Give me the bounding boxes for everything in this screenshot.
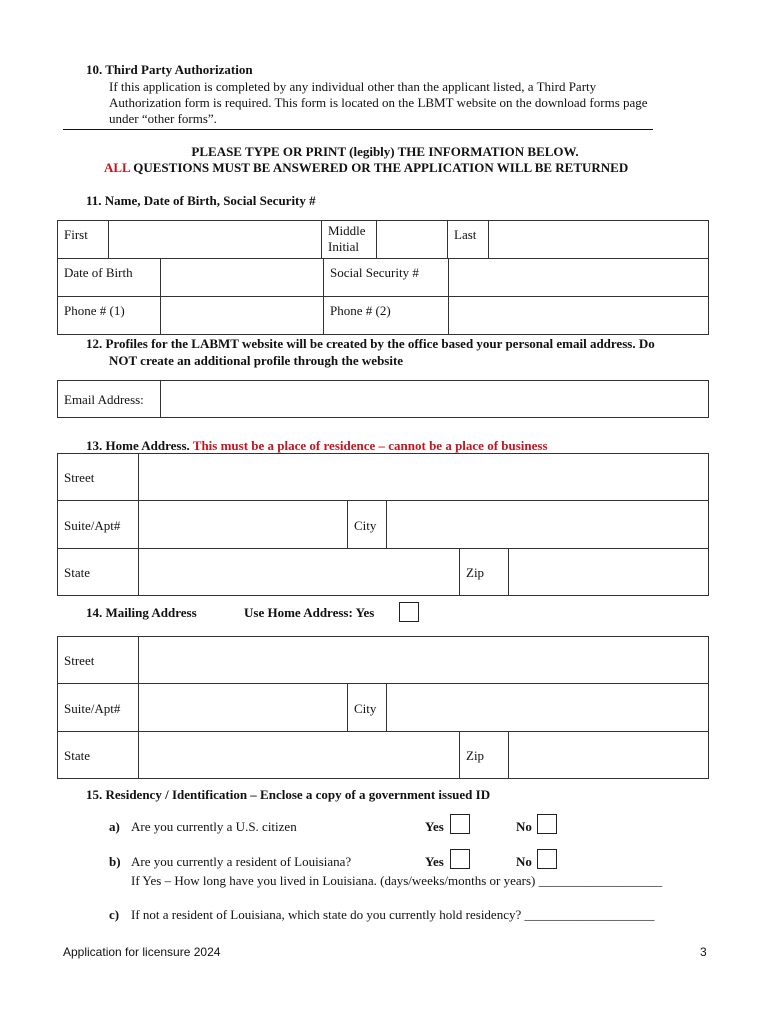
question-b-no-checkbox[interactable]	[537, 849, 557, 869]
home-address-table	[57, 453, 709, 501]
question-b-no-label: No	[516, 854, 532, 869]
mail-state-zip-table	[57, 731, 709, 779]
phone2-field[interactable]	[449, 297, 709, 335]
middle-initial-field[interactable]	[377, 221, 448, 259]
name-dob-ssn-table	[57, 220, 709, 259]
question-a-yes-label: Yes	[425, 819, 444, 834]
section-14-heading: 14. Mailing Address	[86, 605, 197, 620]
question-b-yes-checkbox[interactable]	[450, 849, 470, 869]
home-suite-input[interactable]	[139, 501, 351, 519]
section-13-heading: 13. Home Address.	[86, 438, 190, 453]
question-a-yes-checkbox[interactable]	[450, 814, 470, 834]
use-home-address-label: Use Home Address: Yes	[244, 605, 375, 620]
last-name-field[interactable]	[489, 221, 709, 259]
first-label: First	[64, 227, 88, 242]
last-label-cell	[448, 221, 489, 259]
mail-suite-label: Suite/Apt#	[64, 701, 121, 716]
email-label: Email Address:	[64, 392, 144, 407]
home-city-label-cell	[348, 501, 387, 549]
phone2-label-cell	[324, 297, 449, 335]
phone1-input[interactable]	[161, 297, 327, 315]
email-table	[57, 380, 709, 418]
home-street-field[interactable]	[139, 454, 709, 501]
mail-city-label-cell	[348, 684, 387, 732]
notice-line-2-rest: QUESTIONS MUST BE ANSWERED OR THE APPLICATION WILL BE RETURNED	[130, 160, 629, 175]
mail-zip-field[interactable]	[509, 732, 709, 779]
section-11-heading: 11. Name, Date of Birth, Social Security #	[86, 193, 316, 208]
phone1-label-cell	[58, 297, 161, 335]
middle-label: Middle	[328, 223, 366, 238]
mail-street-input[interactable]	[139, 637, 712, 655]
notice-all-word: ALL	[104, 160, 131, 175]
home-suite-label: Suite/Apt#	[64, 518, 121, 533]
mail-suite-field[interactable]	[139, 684, 348, 732]
middle-initial-input[interactable]	[377, 221, 451, 239]
home-zip-label: Zip	[466, 565, 485, 580]
question-c-letter: c)	[109, 907, 120, 922]
home-city-input[interactable]	[387, 501, 712, 519]
question-a-no-checkbox[interactable]	[537, 814, 557, 834]
mail-street-field[interactable]	[139, 637, 709, 684]
mail-state-label-cell	[58, 732, 139, 779]
mail-state-input[interactable]	[139, 732, 463, 750]
notice-line-2	[104, 160, 628, 176]
dob-field[interactable]	[161, 259, 324, 297]
mail-city-label: City	[354, 701, 377, 716]
notice-line-1: PLEASE TYPE OR PRINT (legibly) THE INFORMATION BELOW.	[191, 144, 579, 159]
dob-label-cell	[58, 259, 161, 297]
phone2-input[interactable]	[449, 297, 712, 315]
section-12-line-1: 12. Profiles for the LABMT website will be created by the office based your personal email address. Do	[86, 336, 655, 351]
home-state-label-cell	[58, 549, 139, 596]
first-name-input[interactable]	[109, 221, 325, 239]
last-label: Last	[454, 227, 477, 242]
section-15-heading: 15. Residency / Identification – Enclose a copy of a government issued ID	[86, 787, 491, 802]
section-10-line-2: Authorization form is required. This form is located on the LBMT website on the download forms page	[109, 95, 648, 110]
question-b-yes-label: Yes	[425, 854, 444, 869]
home-state-field[interactable]	[139, 549, 460, 596]
ssn-label: Social Security #	[330, 265, 419, 280]
mail-city-input[interactable]	[387, 684, 712, 702]
phone2-label: Phone # (2)	[330, 303, 391, 318]
email-label-cell	[58, 381, 161, 418]
home-street-label-cell	[58, 454, 139, 501]
mail-zip-label: Zip	[466, 748, 485, 763]
phone1-field[interactable]	[161, 297, 324, 335]
section-13-heading-line	[86, 438, 548, 454]
home-state-zip-table	[57, 548, 709, 596]
mail-suite-city-table	[57, 683, 709, 732]
question-b-followup: If Yes – How long have you lived in Louisiana. (days/weeks/months or years) ___________________	[131, 873, 663, 888]
home-city-field[interactable]	[387, 501, 709, 549]
home-state-label: State	[64, 565, 90, 580]
ssn-field[interactable]	[449, 259, 709, 297]
dob-ssn-table	[57, 258, 709, 335]
question-a-letter: a)	[109, 819, 120, 834]
section-10-heading: 10. Third Party Authorization	[86, 62, 253, 77]
mail-street-label-cell	[58, 637, 139, 684]
ssn-label-cell	[324, 259, 449, 297]
home-suite-city-table	[57, 500, 709, 549]
last-name-input[interactable]	[489, 221, 712, 239]
use-home-address-checkbox[interactable]	[399, 602, 419, 622]
home-state-input[interactable]	[139, 549, 463, 567]
mail-zip-label-cell	[460, 732, 509, 779]
home-city-label: City	[354, 518, 377, 533]
mail-street-label: Street	[64, 653, 95, 668]
initial-label: Initial	[328, 239, 360, 254]
page-number: 3	[700, 945, 707, 959]
middle-initial-label-cell	[322, 221, 377, 259]
phone1-label: Phone # (1)	[64, 303, 125, 318]
question-c-text: If not a resident of Louisiana, which state do you currently hold residency? ____________________	[131, 907, 655, 922]
home-suite-field[interactable]	[139, 501, 348, 549]
email-input[interactable]	[161, 381, 712, 399]
section-10-line-3: under “other forms”.	[109, 111, 217, 126]
mailing-address-table	[57, 636, 709, 684]
home-zip-field[interactable]	[509, 549, 709, 596]
question-a-no-label: No	[516, 819, 532, 834]
question-b-letter: b)	[109, 854, 121, 869]
home-street-label: Street	[64, 470, 95, 485]
section-13-warning: This must be a place of residence – cannot be a place of business	[189, 438, 548, 453]
section-12-line-2: NOT create an additional profile through the website	[109, 353, 404, 368]
question-a-text: Are you currently a U.S. citizen	[131, 819, 297, 834]
mail-state-label: State	[64, 748, 90, 763]
mail-city-field[interactable]	[387, 684, 709, 732]
home-suite-label-cell	[58, 501, 139, 549]
section-10-line-1: If this application is completed by any individual other than the applicant listed, a Third Party	[109, 79, 597, 94]
footer-title: Application for licensure 2024	[63, 945, 221, 959]
first-label-cell	[58, 221, 109, 259]
ssn-input[interactable]	[449, 259, 712, 277]
home-street-input[interactable]	[139, 454, 712, 472]
question-b-text: Are you currently a resident of Louisiana?	[131, 854, 352, 869]
mail-state-field[interactable]	[139, 732, 460, 779]
dob-label: Date of Birth	[64, 265, 133, 280]
mail-zip-input[interactable]	[509, 732, 712, 750]
mail-suite-label-cell	[58, 684, 139, 732]
dob-input[interactable]	[161, 259, 327, 277]
home-zip-input[interactable]	[509, 549, 712, 567]
mail-suite-input[interactable]	[139, 684, 351, 702]
email-field[interactable]	[161, 381, 709, 418]
separator-rule	[63, 129, 653, 130]
first-name-field[interactable]	[109, 221, 322, 259]
home-zip-label-cell	[460, 549, 509, 596]
